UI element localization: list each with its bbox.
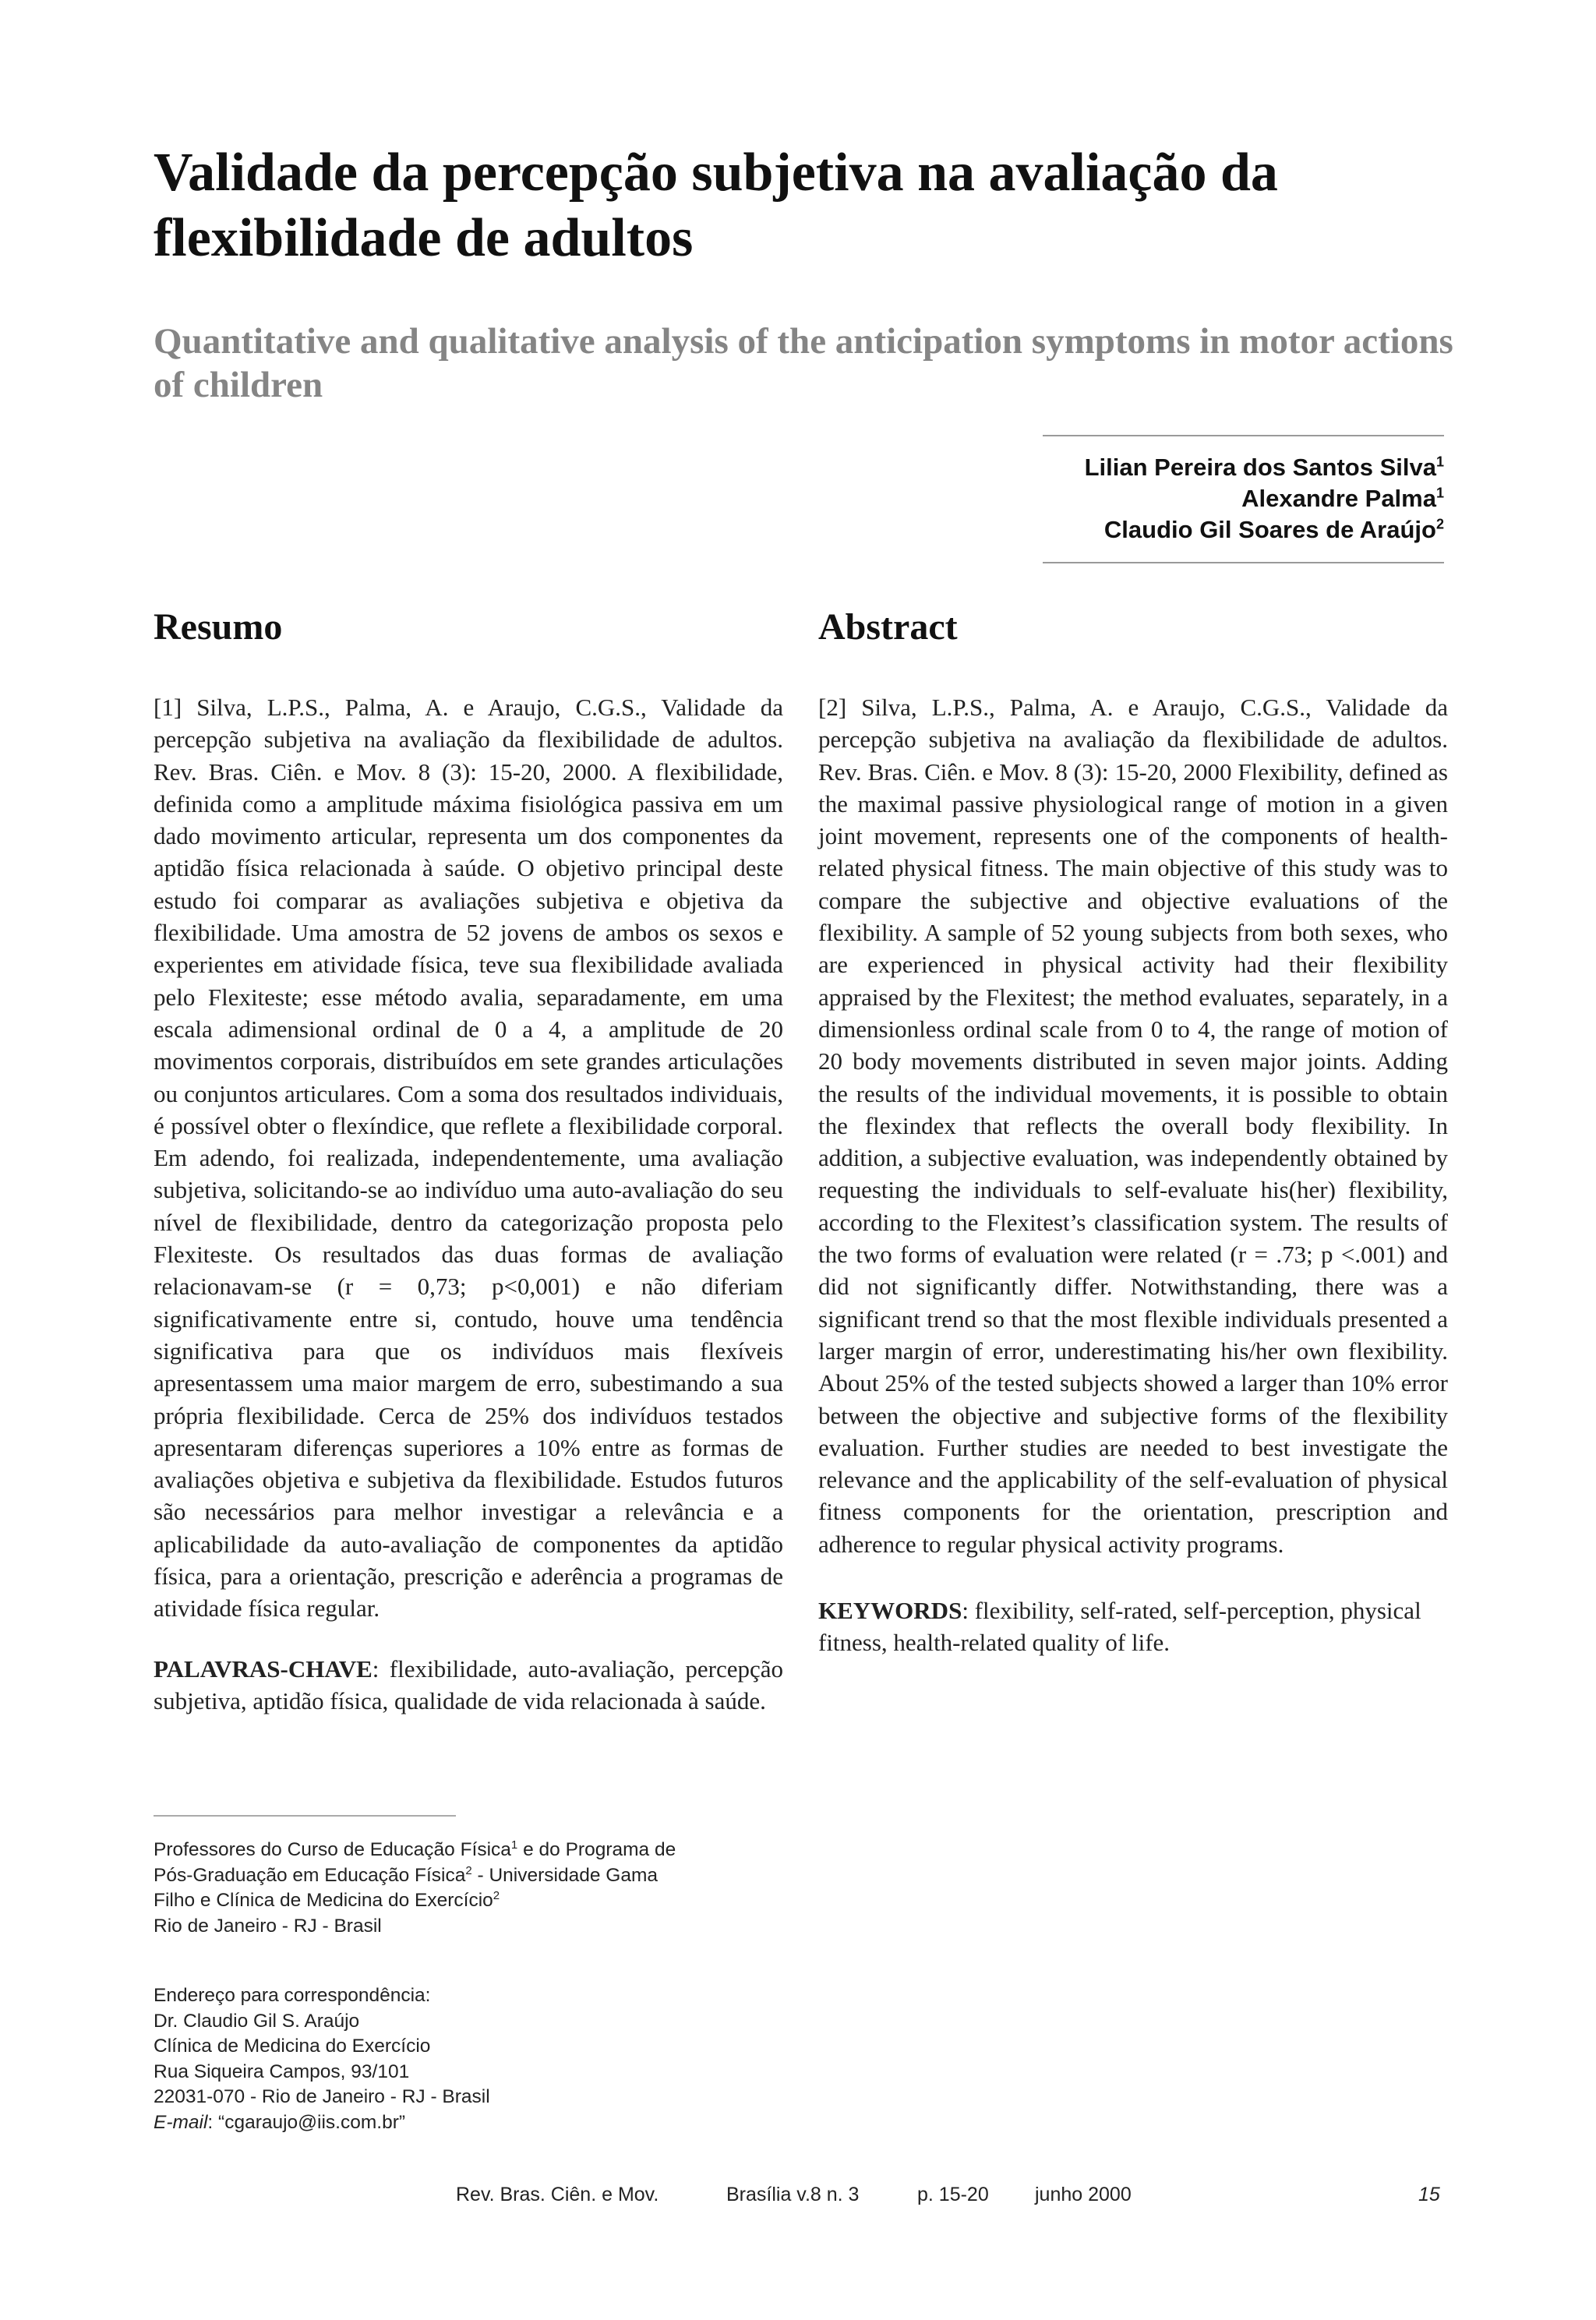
email-address: : “cgaraujo@iis.com.br”: [207, 2111, 406, 2133]
affiliation-note: [154, 1838, 855, 1939]
palavras-chave-text: : flexibilidade, auto-avaliação, percepção subjetiva, aptidão física, qualidade de vida relacionada à saúde.: [154, 1654, 783, 1714]
author-1: Lilian Pereira dos Santos Silva$^1$: [1084, 454, 1444, 481]
email-line: [154, 2110, 855, 2136]
footer-pages: p. 15-20: [917, 2184, 989, 2205]
palavras-chave-label: PALAVRAS-CHAVE: [154, 1654, 373, 1683]
keywords-text: : flexibility, self-rated, self-perception, physical fitness, health-related quality of life.: [818, 1597, 1421, 1657]
article-subtitle: Quantitative and qualitative analysis of the anticipation symptoms in motor actions of children: [154, 321, 1453, 405]
email-label: E-mail: [154, 2111, 208, 2133]
authors-bottom-rule: [1043, 562, 1444, 563]
page-footer: [0, 2184, 1596, 2215]
keywords: [818, 1594, 1448, 1659]
author-list: [1085, 452, 1444, 546]
footer-volume: Brasília v.8 n. 3: [726, 2184, 860, 2205]
article-title: Validade da percepção subjetiva na avaliação da flexibilidade de adultos: [154, 143, 1278, 268]
abstract-column: [818, 604, 1448, 1659]
keywords-label: KEYWORDS: [818, 1597, 962, 1625]
footnote-rule: [154, 1815, 456, 1817]
affiliation-line-1: Professores do Curso de Educação Física$^1$ e do Programa de: [154, 1838, 676, 1860]
correspondence-line: Endereço para correspondência:: [154, 1985, 431, 2006]
author-3: Claudio Gil Soares de Araújo$^2$: [1103, 516, 1444, 543]
resumo-body: [1] Silva, L.P.S., Palma, A. e Araujo, C.G.S., Validade da percepção subjetiva na avaliação da flexibilidade de adultos. Rev. Bras. Ciên. e Mov. 8 (3): 15-20, 2000. A flexibilidade, definida como a amplitude máxima fisiológica passiva em um dado movimento articular, representa um dos componentes da aptidão física relacionada à saúde. O objetivo principal deste estudo foi comparar as avaliações subjetiva e objetiva da flexibilidade. Uma amostra de 52 jovens de ambos os sexos e experientes em atividade física, teve sua flexibilidade avaliada pelo Flexiteste; esse método avalia, separadamente, em uma escala adimensional ordinal de 0 a 4, a amplitude de 20 movimentos corporais, distribuídos em sete grandes articulações ou conjuntos articulares. Com a soma dos resultados individuais, é possível obter o flexíndice, que reflete a flexibilidade corporal. Em adendo, foi realizada, independentemente, uma avaliação subjetiva, solicitando-se ao indivíduo uma auto-avaliação do seu nível de flexibilidade, dentro da categorização proposta pelo Flexiteste. Os resultados das duas formas de avaliação relacionavam-se (r = 0,73; p<0,001) e não diferiam significativamente entre si, contudo, houve uma tendência significativa para que os indivíduos mais flexíveis apresentassem uma maior margem de erro, subestimando a sua própria flexibilidade. Cerca de 25% dos indivíduos testados apresentaram diferenças superiores a 10% entre as formas de avaliações objetiva e subjetiva da flexibilidade. Estudos futuros são necessários para melhor investigar a relevância e a aplicabilidade da auto-avaliação de componentes da aptidão física, para a orientação, prescrição e aderência a programas de atividade física regular.: [154, 694, 783, 1623]
abstract-heading: Abstract: [818, 606, 958, 648]
palavras-chave: [154, 1653, 783, 1718]
affiliation-line-2: Pós-Graduação em Educação Física$^2$ - Universidade Gama: [154, 1863, 659, 1886]
author-2: Alexandre Palma$^1$: [1241, 485, 1444, 512]
resumo-heading: Resumo: [154, 606, 283, 648]
affiliation-line-4: Rio de Janeiro - RJ - Brasil: [154, 1915, 382, 1937]
abstract-body: [2] Silva, L.P.S., Palma, A. e Araujo, C.G.S., Validade da percepção subjetiva na avaliação da flexibilidade de adultos. Rev. Bras. Ciên. e Mov. 8 (3): 15-20, 2000 Flexibility, defined as the maximal passive physiological range of motion in a given joint movement, represents one of the components of health-related physical fitness. The main objective of this study was to compare the subjective and objective evaluations of the flexibility. A sample of 52 young subjects from both sexes, who are experienced in physical activity had their flexibility appraised by the Flexitest; the method evaluates, separately, in a dimensionless ordinal scale from 0 to 4, the range of motion of 20 body movements distributed in seven major joints. Adding the results of the individual movements, it is possible to obtain the flexindex that reflects the overall body flexibility. In addition, a subjective evaluation, was independently obtained by requesting the individuals to self-evaluate his(her) flexibility, according to the Flexitest’s classification system. The results of the two forms of evaluation were related (r = .73; p <.001) and did not significantly differ. Notwithstanding, there was a significant trend so that the most flexible individuals presented a larger margin of error, underestimating his/her own flexibility. About 25% of the tested subjects showed a larger than 10% error between the objective and subjective forms of the flexibility evaluation. Further studies are needed to best investigate the relevance and the applicability of the self-evaluation of physical fitness components for the orientation, prescription and adherence to regular physical activity programs.: [818, 694, 1448, 1558]
resumo-column: [154, 604, 783, 1717]
footer-journal: Rev. Bras. Ciên. e Mov.: [456, 2184, 659, 2205]
affiliation-line-3: Filho e Clínica de Medicina do Exercício$^2$: [154, 1888, 500, 1911]
page-number: 15: [1418, 2184, 1440, 2205]
correspondence-line: Dr. Claudio Gil S. Araújo: [154, 2010, 360, 2032]
correspondence-address: [154, 1983, 855, 2135]
correspondence-line: Rua Siqueira Campos, 93/101: [154, 2060, 410, 2082]
correspondence-line: 22031-070 - Rio de Janeiro - RJ - Brasil: [154, 2086, 490, 2107]
authors-top-rule: [1043, 435, 1444, 436]
correspondence-line: Clínica de Medicina do Exercício: [154, 2036, 431, 2057]
footer-date: junho 2000: [1035, 2184, 1132, 2205]
